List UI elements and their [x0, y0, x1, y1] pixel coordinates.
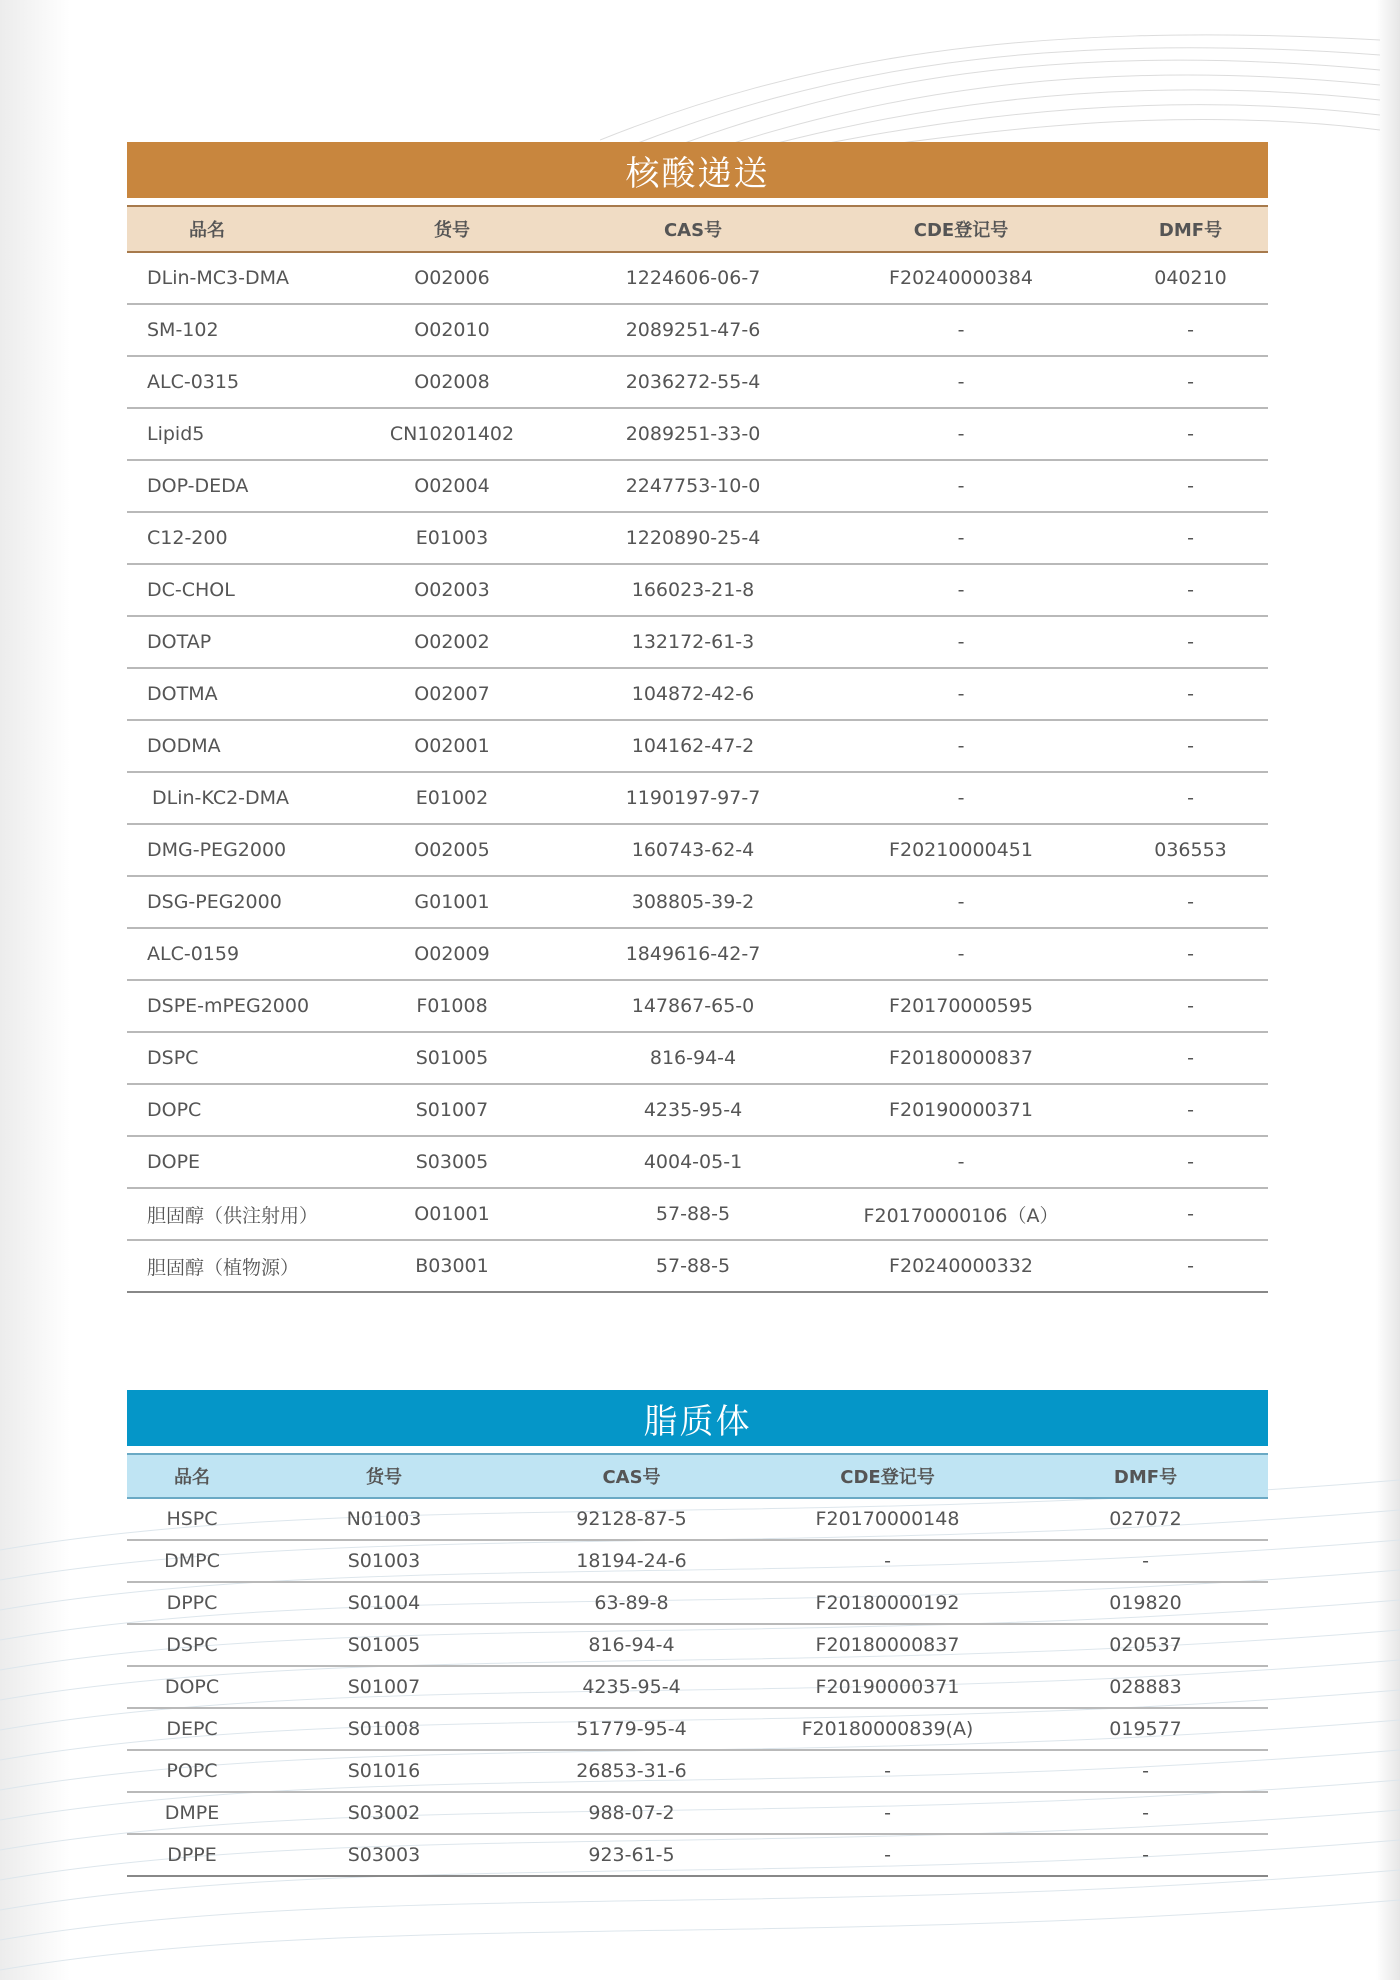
cell-dmf: - [1113, 408, 1268, 460]
cell-item-no: F01008 [327, 980, 577, 1032]
cell-dmf: 040210 [1113, 252, 1268, 304]
cell-item-no: S01016 [257, 1750, 511, 1792]
cell-cde: F20180000837 [752, 1624, 1023, 1666]
cell-cde: - [752, 1792, 1023, 1834]
cell-cde: F20180000192 [752, 1582, 1023, 1624]
cell-cas: 1849616-42-7 [577, 928, 809, 980]
table-row [127, 1084, 1268, 1136]
cell-item-no: CN10201402 [327, 408, 577, 460]
cell-dmf: - [1113, 356, 1268, 408]
cell-item-no: G01001 [327, 876, 577, 928]
cell-item-no: O02010 [327, 304, 577, 356]
table-row [127, 616, 1268, 668]
cell-dmf: - [1023, 1750, 1268, 1792]
cell-cas: 2089251-47-6 [577, 304, 809, 356]
cell-name: DOP-DEDA [127, 460, 327, 512]
cell-item-no: E01002 [327, 772, 577, 824]
table-row [127, 1540, 1268, 1582]
cell-cas: 92128-87-5 [511, 1498, 752, 1540]
cell-cde: - [809, 720, 1113, 772]
cell-cas: 160743-62-4 [577, 824, 809, 876]
cell-cde: - [809, 460, 1113, 512]
table-row [127, 512, 1268, 564]
header-name: 品名 [127, 1454, 257, 1498]
cell-item-no: O02004 [327, 460, 577, 512]
cell-dmf: - [1113, 616, 1268, 668]
cell-item-no: S01005 [327, 1032, 577, 1084]
cell-cde: F20170000106（A） [809, 1188, 1113, 1240]
cell-name: DPPC [127, 1582, 257, 1624]
cell-dmf: - [1113, 1136, 1268, 1188]
cell-cas: 104162-47-2 [577, 720, 809, 772]
table-row [127, 1032, 1268, 1084]
cell-dmf: 036553 [1113, 824, 1268, 876]
cell-cas: 4004-05-1 [577, 1136, 809, 1188]
table-row [127, 1666, 1268, 1708]
cell-cde: F20190000371 [809, 1084, 1113, 1136]
cell-dmf: - [1113, 980, 1268, 1032]
cell-name: POPC [127, 1750, 257, 1792]
cell-name: DSPE-mPEG2000 [127, 980, 327, 1032]
table-row [127, 1708, 1268, 1750]
cell-cas: 988-07-2 [511, 1792, 752, 1834]
cell-item-no: O02008 [327, 356, 577, 408]
cell-item-no: S01005 [257, 1624, 511, 1666]
table-row [127, 876, 1268, 928]
cell-name: DC-CHOL [127, 564, 327, 616]
table-row [127, 564, 1268, 616]
table-row [127, 720, 1268, 772]
cell-item-no: N01003 [257, 1498, 511, 1540]
table-row [127, 356, 1268, 408]
cell-name: DMPE [127, 1792, 257, 1834]
table-body [127, 252, 1268, 1292]
cell-dmf: - [1023, 1834, 1268, 1876]
cell-cas: 816-94-4 [577, 1032, 809, 1084]
cell-name: DLin-KC2-DMA [127, 772, 327, 824]
cell-item-no: O02009 [327, 928, 577, 980]
cell-cde: - [752, 1750, 1023, 1792]
cell-cde: F20190000371 [752, 1666, 1023, 1708]
cell-name: 胆固醇（植物源） [127, 1240, 327, 1292]
cell-item-no: O02007 [327, 668, 577, 720]
header-cas: CAS号 [511, 1454, 752, 1498]
cell-cde: F20210000451 [809, 824, 1113, 876]
table-row [127, 408, 1268, 460]
header-dmf: DMF号 [1023, 1454, 1268, 1498]
table-row [127, 1750, 1268, 1792]
cell-name: DSG-PEG2000 [127, 876, 327, 928]
cell-dmf: - [1113, 720, 1268, 772]
cell-item-no: S03005 [327, 1136, 577, 1188]
cell-cas: 147867-65-0 [577, 980, 809, 1032]
cell-item-no: O02006 [327, 252, 577, 304]
header-dmf: DMF号 [1113, 206, 1268, 252]
cell-cde: - [809, 616, 1113, 668]
cell-dmf: - [1113, 1084, 1268, 1136]
cell-cde: F20240000384 [809, 252, 1113, 304]
cell-cas: 1220890-25-4 [577, 512, 809, 564]
cell-name: HSPC [127, 1498, 257, 1540]
header-cde: CDE登记号 [809, 206, 1113, 252]
table-row [127, 252, 1268, 304]
cell-cde: - [809, 668, 1113, 720]
cell-dmf: - [1113, 928, 1268, 980]
cell-name: ALC-0159 [127, 928, 327, 980]
table-row [127, 1582, 1268, 1624]
header-item-no: 货号 [257, 1454, 511, 1498]
cell-cde: - [809, 564, 1113, 616]
cell-cas: 63-89-8 [511, 1582, 752, 1624]
table-row [127, 1136, 1268, 1188]
cell-cde: F20180000837 [809, 1032, 1113, 1084]
table-row [127, 1792, 1268, 1834]
cell-item-no: S01007 [327, 1084, 577, 1136]
cell-item-no: O02002 [327, 616, 577, 668]
table-row [127, 1240, 1268, 1292]
cell-name: ALC-0315 [127, 356, 327, 408]
cell-dmf: - [1113, 1032, 1268, 1084]
page-left-shade [0, 0, 70, 1980]
cell-cde: - [752, 1540, 1023, 1582]
cell-cde: - [809, 876, 1113, 928]
table-header-row [127, 206, 1268, 252]
cell-name: DOPC [127, 1084, 327, 1136]
cell-name: DOTMA [127, 668, 327, 720]
liposome-table [127, 1453, 1268, 1877]
page-right-shade [1376, 0, 1400, 1980]
cell-name: DODMA [127, 720, 327, 772]
cell-dmf: 019577 [1023, 1708, 1268, 1750]
cell-cas: 57-88-5 [577, 1240, 809, 1292]
cell-cde: - [809, 408, 1113, 460]
cell-item-no: S03002 [257, 1792, 511, 1834]
cell-cas: 2089251-33-0 [577, 408, 809, 460]
cell-dmf: - [1113, 668, 1268, 720]
cell-cas: 104872-42-6 [577, 668, 809, 720]
cell-dmf: - [1113, 564, 1268, 616]
cell-cde: F20240000332 [809, 1240, 1113, 1292]
section-title: 脂质体 [127, 1390, 1268, 1446]
table-row [127, 772, 1268, 824]
cell-name: DPPE [127, 1834, 257, 1876]
cell-name: DLin-MC3-DMA [127, 252, 327, 304]
cell-dmf: - [1113, 876, 1268, 928]
cell-name: DOPE [127, 1136, 327, 1188]
cell-cde: - [809, 928, 1113, 980]
cell-name: DSPC [127, 1032, 327, 1084]
cell-cde: - [809, 304, 1113, 356]
cell-dmf: - [1113, 304, 1268, 356]
cell-cde: - [752, 1834, 1023, 1876]
cell-cas: 51779-95-4 [511, 1708, 752, 1750]
cell-name: DOPC [127, 1666, 257, 1708]
cell-cde: - [809, 512, 1113, 564]
cell-dmf: - [1113, 512, 1268, 564]
cell-cde: - [809, 1136, 1113, 1188]
cell-name: DSPC [127, 1624, 257, 1666]
cell-name: C12-200 [127, 512, 327, 564]
nucleic-acid-delivery-table [127, 205, 1268, 1293]
header-cde: CDE登记号 [752, 1454, 1023, 1498]
cell-item-no: E01003 [327, 512, 577, 564]
header-item-no: 货号 [327, 206, 577, 252]
cell-dmf: - [1113, 1188, 1268, 1240]
cell-item-no: O02005 [327, 824, 577, 876]
cell-item-no: S01007 [257, 1666, 511, 1708]
cell-item-no: S01008 [257, 1708, 511, 1750]
cell-item-no: B03001 [327, 1240, 577, 1292]
cell-item-no: O02001 [327, 720, 577, 772]
cell-cas: 26853-31-6 [511, 1750, 752, 1792]
table-row [127, 928, 1268, 980]
liposome-section [127, 1390, 1268, 1877]
cell-dmf: - [1113, 460, 1268, 512]
table-row [127, 668, 1268, 720]
cell-cas: 18194-24-6 [511, 1540, 752, 1582]
table-row [127, 1834, 1268, 1876]
cell-cas: 2247753-10-0 [577, 460, 809, 512]
cell-cde: - [809, 356, 1113, 408]
cell-cde: F20170000595 [809, 980, 1113, 1032]
cell-item-no: O01001 [327, 1188, 577, 1240]
cell-name: DMPC [127, 1540, 257, 1582]
cell-cde: F20170000148 [752, 1498, 1023, 1540]
cell-cas: 4235-95-4 [511, 1666, 752, 1708]
cell-dmf: - [1113, 772, 1268, 824]
header-cas: CAS号 [577, 206, 809, 252]
header-name: 品名 [127, 206, 327, 252]
cell-dmf: 020537 [1023, 1624, 1268, 1666]
cell-name: DMG-PEG2000 [127, 824, 327, 876]
table-row [127, 304, 1268, 356]
cell-cas: 4235-95-4 [577, 1084, 809, 1136]
cell-cde: - [809, 772, 1113, 824]
cell-name: SM-102 [127, 304, 327, 356]
section-title: 核酸递送 [127, 142, 1268, 198]
cell-cas: 1190197-97-7 [577, 772, 809, 824]
cell-cas: 816-94-4 [511, 1624, 752, 1666]
cell-cas: 1224606-06-7 [577, 252, 809, 304]
cell-name: DEPC [127, 1708, 257, 1750]
cell-cas: 308805-39-2 [577, 876, 809, 928]
cell-item-no: S01003 [257, 1540, 511, 1582]
table-body [127, 1498, 1268, 1876]
cell-name: DOTAP [127, 616, 327, 668]
table-header-row [127, 1454, 1268, 1498]
cell-cas: 923-61-5 [511, 1834, 752, 1876]
table-row [127, 1188, 1268, 1240]
table-row [127, 980, 1268, 1032]
cell-cas: 166023-21-8 [577, 564, 809, 616]
cell-item-no: O02003 [327, 564, 577, 616]
cell-item-no: S03003 [257, 1834, 511, 1876]
cell-dmf: - [1023, 1792, 1268, 1834]
cell-dmf: 019820 [1023, 1582, 1268, 1624]
cell-dmf: 028883 [1023, 1666, 1268, 1708]
cell-name: 胆固醇（供注射用） [127, 1188, 327, 1240]
table-row [127, 1624, 1268, 1666]
cell-item-no: S01004 [257, 1582, 511, 1624]
cell-cas: 57-88-5 [577, 1188, 809, 1240]
cell-cas: 132172-61-3 [577, 616, 809, 668]
table-row [127, 460, 1268, 512]
nucleic-acid-delivery-section [127, 142, 1268, 1293]
table-row [127, 1498, 1268, 1540]
cell-cas: 2036272-55-4 [577, 356, 809, 408]
table-row [127, 824, 1268, 876]
cell-dmf: 027072 [1023, 1498, 1268, 1540]
cell-dmf: - [1023, 1540, 1268, 1582]
cell-dmf: - [1113, 1240, 1268, 1292]
cell-cde: F20180000839(A) [752, 1708, 1023, 1750]
cell-name: Lipid5 [127, 408, 327, 460]
